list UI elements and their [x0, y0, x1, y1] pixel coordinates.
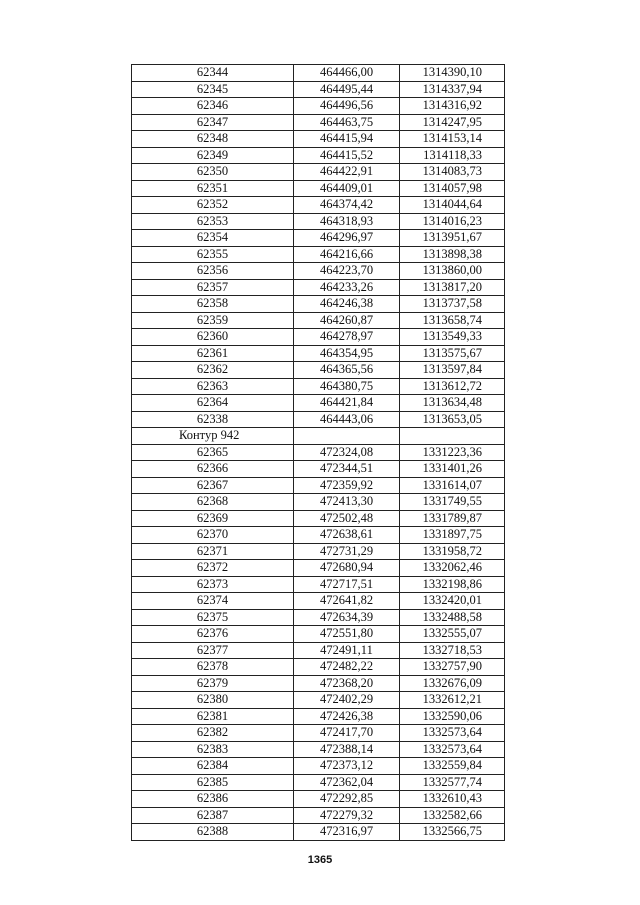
- table-row: [132, 741, 505, 758]
- table-row: [132, 642, 505, 659]
- x-coordinate-cell: 472324,08: [294, 444, 400, 461]
- x-coordinate-cell: 472344,51: [294, 461, 400, 478]
- y-coordinate-cell: 1332577,74: [400, 774, 505, 791]
- table-row: [132, 230, 505, 247]
- point-cell: 62351: [132, 180, 294, 197]
- point-cell: 62380: [132, 692, 294, 709]
- x-coordinate-cell: 464318,93: [294, 213, 400, 230]
- x-coordinate-cell: 464496,56: [294, 98, 400, 115]
- x-coordinate-cell: 464422,91: [294, 164, 400, 181]
- table-row: [132, 246, 505, 263]
- table-row: [132, 725, 505, 742]
- y-coordinate-cell: 1332590,06: [400, 708, 505, 725]
- y-coordinate-cell: 1331789,87: [400, 510, 505, 527]
- x-coordinate-cell: 472482,22: [294, 659, 400, 676]
- table-row: [132, 807, 505, 824]
- point-cell: Контур 942: [132, 428, 294, 445]
- x-coordinate-cell: 472402,29: [294, 692, 400, 709]
- point-cell: 62382: [132, 725, 294, 742]
- table-row: [132, 345, 505, 362]
- y-coordinate-cell: 1313597,84: [400, 362, 505, 379]
- y-coordinate-cell: 1332566,75: [400, 824, 505, 841]
- table-row: [132, 774, 505, 791]
- table-row: [132, 692, 505, 709]
- x-coordinate-cell: 464463,75: [294, 114, 400, 131]
- y-coordinate-cell: 1313549,33: [400, 329, 505, 346]
- y-coordinate-cell: 1314247,95: [400, 114, 505, 131]
- point-cell: 62345: [132, 81, 294, 98]
- point-cell: 62347: [132, 114, 294, 131]
- point-cell: 62366: [132, 461, 294, 478]
- point-cell: 62373: [132, 576, 294, 593]
- y-coordinate-cell: 1332676,09: [400, 675, 505, 692]
- x-coordinate-cell: 472502,48: [294, 510, 400, 527]
- point-cell: 62348: [132, 131, 294, 148]
- y-coordinate-cell: 1313575,67: [400, 345, 505, 362]
- y-coordinate-cell: 1314153,14: [400, 131, 505, 148]
- point-cell: 62372: [132, 560, 294, 577]
- table-row: [132, 180, 505, 197]
- table-row: [132, 543, 505, 560]
- y-coordinate-cell: 1332488,58: [400, 609, 505, 626]
- x-coordinate-cell: 472292,85: [294, 791, 400, 808]
- table-row: [132, 378, 505, 395]
- x-coordinate-cell: 464246,38: [294, 296, 400, 313]
- table-row: [132, 312, 505, 329]
- table-row: [132, 263, 505, 280]
- x-coordinate-cell: 464466,00: [294, 65, 400, 82]
- table-row: [132, 213, 505, 230]
- table-row: [132, 708, 505, 725]
- table-row: [132, 444, 505, 461]
- table-row: [132, 98, 505, 115]
- point-cell: 62353: [132, 213, 294, 230]
- x-coordinate-cell: 464374,42: [294, 197, 400, 214]
- y-coordinate-cell: 1332573,64: [400, 741, 505, 758]
- x-coordinate-cell: 464223,70: [294, 263, 400, 280]
- point-cell: 62369: [132, 510, 294, 527]
- point-cell: 62386: [132, 791, 294, 808]
- x-coordinate-cell: 464233,26: [294, 279, 400, 296]
- point-cell: 62359: [132, 312, 294, 329]
- y-coordinate-cell: 1314118,33: [400, 147, 505, 164]
- point-cell: 62378: [132, 659, 294, 676]
- y-coordinate-cell: 1314316,92: [400, 98, 505, 115]
- table-row: [132, 626, 505, 643]
- x-coordinate-cell: 472362,04: [294, 774, 400, 791]
- x-coordinate-cell: 464415,52: [294, 147, 400, 164]
- x-coordinate-cell: 464354,95: [294, 345, 400, 362]
- y-coordinate-cell: 1332610,43: [400, 791, 505, 808]
- point-cell: 62387: [132, 807, 294, 824]
- y-coordinate-cell: 1313898,38: [400, 246, 505, 263]
- table-row: [132, 279, 505, 296]
- point-cell: 62361: [132, 345, 294, 362]
- table-row: [132, 560, 505, 577]
- y-coordinate-cell: 1332612,21: [400, 692, 505, 709]
- x-coordinate-cell: 464365,56: [294, 362, 400, 379]
- x-coordinate-cell: 472634,39: [294, 609, 400, 626]
- point-cell: 62350: [132, 164, 294, 181]
- y-coordinate-cell: 1332555,07: [400, 626, 505, 643]
- table-row: [132, 527, 505, 544]
- table-row: [132, 510, 505, 527]
- point-cell: 62381: [132, 708, 294, 725]
- y-coordinate-cell: 1332198,86: [400, 576, 505, 593]
- x-coordinate-cell: 472417,70: [294, 725, 400, 742]
- x-coordinate-cell: 472373,12: [294, 758, 400, 775]
- y-coordinate-cell: 1331897,75: [400, 527, 505, 544]
- y-coordinate-cell: 1332582,66: [400, 807, 505, 824]
- table-row: [132, 609, 505, 626]
- x-coordinate-cell: 464296,97: [294, 230, 400, 247]
- point-cell: 62362: [132, 362, 294, 379]
- y-coordinate-cell: 1314083,73: [400, 164, 505, 181]
- point-cell: 62349: [132, 147, 294, 164]
- table-row: [132, 65, 505, 82]
- y-coordinate-cell: 1332062,46: [400, 560, 505, 577]
- x-coordinate-cell: 472551,80: [294, 626, 400, 643]
- point-cell: 62383: [132, 741, 294, 758]
- table-row: [132, 659, 505, 676]
- x-coordinate-cell: 472731,29: [294, 543, 400, 560]
- x-coordinate-cell: 472388,14: [294, 741, 400, 758]
- table-row: [132, 411, 505, 428]
- point-cell: 62375: [132, 609, 294, 626]
- y-coordinate-cell: [400, 428, 505, 445]
- table-row: [132, 576, 505, 593]
- table-row: [132, 114, 505, 131]
- table-row: [132, 791, 505, 808]
- table-row: [132, 395, 505, 412]
- x-coordinate-cell: 472316,97: [294, 824, 400, 841]
- x-coordinate-cell: 464409,01: [294, 180, 400, 197]
- point-cell: 62346: [132, 98, 294, 115]
- table-row: [132, 147, 505, 164]
- y-coordinate-cell: 1314337,94: [400, 81, 505, 98]
- table-row: [132, 461, 505, 478]
- y-coordinate-cell: 1313634,48: [400, 395, 505, 412]
- table-row: [132, 593, 505, 610]
- x-coordinate-cell: 464421,84: [294, 395, 400, 412]
- y-coordinate-cell: 1313817,20: [400, 279, 505, 296]
- point-cell: 62377: [132, 642, 294, 659]
- x-coordinate-cell: 464443,06: [294, 411, 400, 428]
- coordinates-table: [131, 64, 505, 841]
- point-cell: 62379: [132, 675, 294, 692]
- y-coordinate-cell: 1314390,10: [400, 65, 505, 82]
- x-coordinate-cell: 472368,20: [294, 675, 400, 692]
- x-coordinate-cell: [294, 428, 400, 445]
- point-cell: 62365: [132, 444, 294, 461]
- table-row: [132, 824, 505, 841]
- point-cell: 62374: [132, 593, 294, 610]
- table-row: [132, 296, 505, 313]
- y-coordinate-cell: 1313737,58: [400, 296, 505, 313]
- point-cell: 62363: [132, 378, 294, 395]
- point-cell: 62384: [132, 758, 294, 775]
- x-coordinate-cell: 472413,30: [294, 494, 400, 511]
- table-row: [132, 758, 505, 775]
- x-coordinate-cell: 472426,38: [294, 708, 400, 725]
- point-cell: 62368: [132, 494, 294, 511]
- y-coordinate-cell: 1314044,64: [400, 197, 505, 214]
- point-cell: 62352: [132, 197, 294, 214]
- point-cell: 62376: [132, 626, 294, 643]
- point-cell: 62385: [132, 774, 294, 791]
- table-row: [132, 362, 505, 379]
- contour-header-row: [132, 428, 505, 445]
- point-cell: 62357: [132, 279, 294, 296]
- y-coordinate-cell: 1313658,74: [400, 312, 505, 329]
- x-coordinate-cell: 472491,11: [294, 642, 400, 659]
- x-coordinate-cell: 472359,92: [294, 477, 400, 494]
- point-cell: 62388: [132, 824, 294, 841]
- table-row: [132, 675, 505, 692]
- y-coordinate-cell: 1313860,00: [400, 263, 505, 280]
- y-coordinate-cell: 1331958,72: [400, 543, 505, 560]
- point-cell: 62358: [132, 296, 294, 313]
- table-row: [132, 494, 505, 511]
- x-coordinate-cell: 472641,82: [294, 593, 400, 610]
- y-coordinate-cell: 1313653,05: [400, 411, 505, 428]
- x-coordinate-cell: 472279,32: [294, 807, 400, 824]
- y-coordinate-cell: 1313951,67: [400, 230, 505, 247]
- point-cell: 62338: [132, 411, 294, 428]
- x-coordinate-cell: 464380,75: [294, 378, 400, 395]
- table-row: [132, 477, 505, 494]
- point-cell: 62364: [132, 395, 294, 412]
- x-coordinate-cell: 464415,94: [294, 131, 400, 148]
- point-cell: 62355: [132, 246, 294, 263]
- x-coordinate-cell: 464278,97: [294, 329, 400, 346]
- y-coordinate-cell: 1331223,36: [400, 444, 505, 461]
- y-coordinate-cell: 1332559,84: [400, 758, 505, 775]
- point-cell: 62356: [132, 263, 294, 280]
- point-cell: 62344: [132, 65, 294, 82]
- y-coordinate-cell: 1314016,23: [400, 213, 505, 230]
- coordinates-table-body: [132, 65, 505, 841]
- y-coordinate-cell: 1331401,26: [400, 461, 505, 478]
- x-coordinate-cell: 472680,94: [294, 560, 400, 577]
- table-row: [132, 131, 505, 148]
- point-cell: 62371: [132, 543, 294, 560]
- x-coordinate-cell: 472638,61: [294, 527, 400, 544]
- table-row: [132, 81, 505, 98]
- x-coordinate-cell: 464260,87: [294, 312, 400, 329]
- y-coordinate-cell: 1332757,90: [400, 659, 505, 676]
- y-coordinate-cell: 1332573,64: [400, 725, 505, 742]
- point-cell: 62367: [132, 477, 294, 494]
- y-coordinate-cell: 1313612,72: [400, 378, 505, 395]
- y-coordinate-cell: 1332718,53: [400, 642, 505, 659]
- point-cell: 62360: [132, 329, 294, 346]
- x-coordinate-cell: 464216,66: [294, 246, 400, 263]
- point-cell: 62370: [132, 527, 294, 544]
- y-coordinate-cell: 1331749,55: [400, 494, 505, 511]
- table-row: [132, 164, 505, 181]
- x-coordinate-cell: 472717,51: [294, 576, 400, 593]
- table-row: [132, 329, 505, 346]
- y-coordinate-cell: 1314057,98: [400, 180, 505, 197]
- y-coordinate-cell: 1332420,01: [400, 593, 505, 610]
- point-cell: 62354: [132, 230, 294, 247]
- x-coordinate-cell: 464495,44: [294, 81, 400, 98]
- page-number: 1365: [307, 854, 333, 866]
- y-coordinate-cell: 1331614,07: [400, 477, 505, 494]
- table-row: [132, 197, 505, 214]
